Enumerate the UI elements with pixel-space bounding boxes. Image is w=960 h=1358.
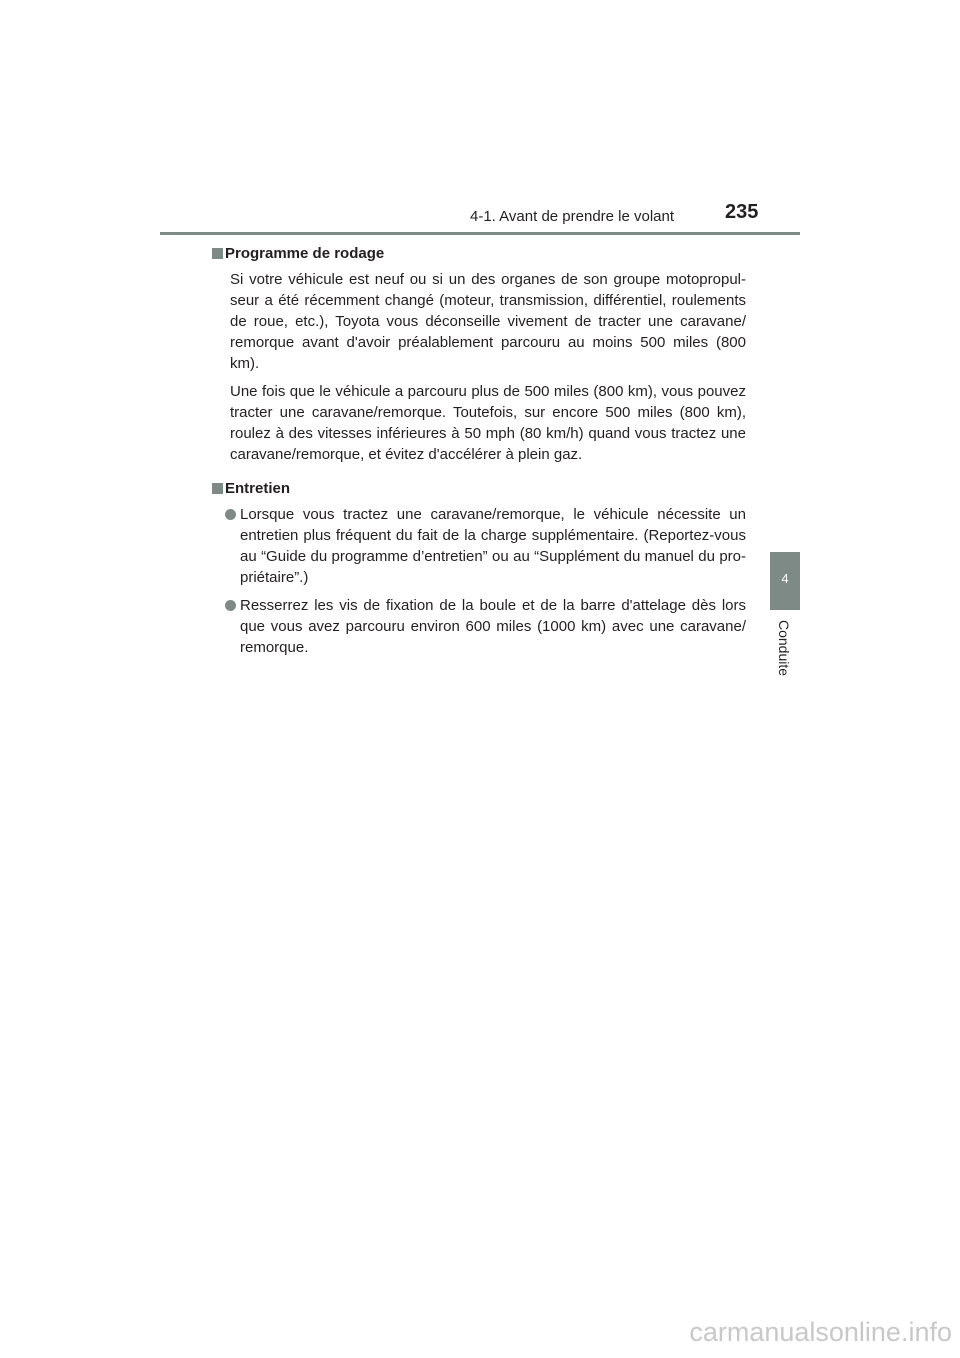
watermark: carmanualsonline.info <box>689 1317 952 1347</box>
section-title: 4-1. Avant de prendre le volant <box>470 208 675 225</box>
section-heading-text: Programme de rodage <box>225 245 385 262</box>
chapter-number: 4 <box>781 571 789 586</box>
chapter-tab <box>770 552 800 610</box>
section-heading <box>212 478 746 499</box>
header-rule <box>160 232 800 235</box>
list-item-text: Lorsque vous tractez une caravane/remorque, le véhicule nécessite un entretien plus fréquent du fait de la charge supplémentaire. (Reportez-vous au “Guide du programme d’entretien” ou au “Supplément du manuel du pro-priétaire”.) <box>240 506 746 586</box>
chapter-label: Conduite <box>776 619 792 677</box>
section-heading <box>212 243 746 264</box>
list-item-text: Resserrez les vis de fixation de la boule et de la barre d'attelage dès lors que vous avez parcouru environ 600 miles (1000 km) avec une caravane/ remorque. <box>240 597 746 656</box>
page-header <box>160 201 800 231</box>
square-bullet-icon <box>212 483 223 494</box>
list-item <box>212 504 746 588</box>
circle-bullet-icon <box>225 600 236 611</box>
page-number: 235 <box>725 201 759 223</box>
square-bullet-icon <box>212 248 223 259</box>
circle-bullet-icon <box>225 509 236 520</box>
page-content <box>212 243 746 658</box>
list-item <box>212 595 746 658</box>
section-heading-text: Entretien <box>225 480 291 497</box>
paragraph: Une fois que le véhicule a parcouru plus de 500 miles (800 km), vous pouvez tracter une caravane/remorque. Toutefois, sur encore 500 miles (800 km), roulez à des vitesses inférieures à 50 mph (80 km/h) quand vous tractez une caravane/remorque, et évitez d'accélérer à plein gaz. <box>230 383 746 463</box>
paragraph: Si votre véhicule est neuf ou si un des organes de son groupe motopropul-seur a été récemment changé (moteur, transmission, différentiel, roulements de roue, etc.), Toyota vous déconseille vivement de tracter une caravane/ remorque avant d'avoir préalablement parcouru au moins 500 miles (800 km). <box>230 271 746 372</box>
